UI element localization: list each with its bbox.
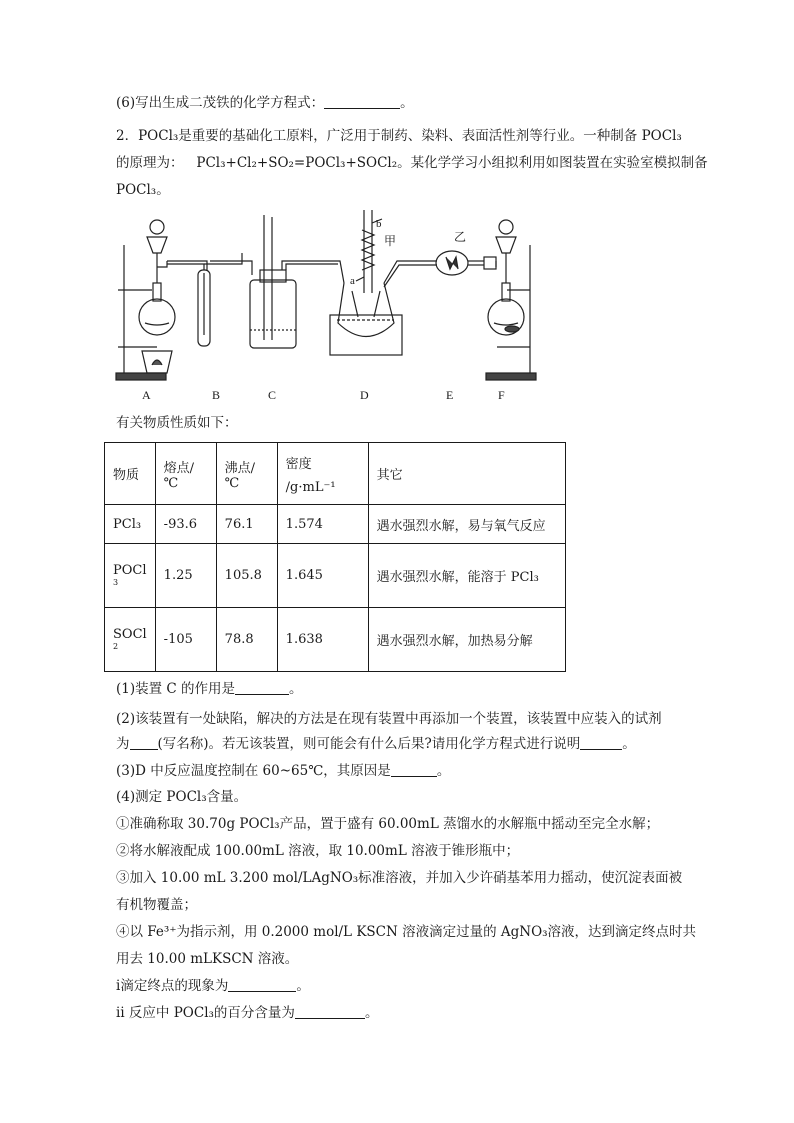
apparatus-c <box>250 215 296 348</box>
table-row <box>105 505 566 544</box>
sub-question-i <box>116 977 310 995</box>
q2-intro-prefix: 的原理为： <box>116 155 184 171</box>
apparatus-e <box>436 251 496 275</box>
question-3-text: (3)D 中反应温度控制在 60~65℃，其原因是 <box>116 763 391 779</box>
table-row <box>105 608 566 672</box>
reaction-equation: PCl₃+Cl₂+SO₂=POCl₃+SOCl₂。 <box>196 155 411 171</box>
question-2-text: (写名称)。若无该装置，则可能会有什么后果?请用化学方程式进行说明 <box>157 736 581 752</box>
label-jia: 甲 <box>384 234 397 248</box>
cell-density: 1.574 <box>277 505 368 544</box>
label-f: F <box>498 388 505 402</box>
question-2-line1: (2)该装置有一处缺陷，解决的方法是在现有装置中再添加一个装置，该装置中应装入的试剂 <box>116 711 662 727</box>
question-1-end: 。 <box>289 681 303 697</box>
question-6 <box>116 94 414 112</box>
label-yi: 乙 <box>454 230 467 244</box>
question-3 <box>116 762 450 780</box>
cell-bp: 105.8 <box>216 544 277 608</box>
cell-other: 遇水强烈水解，加热易分解 <box>368 608 565 672</box>
question-3-end: 。 <box>436 763 451 779</box>
answer-blank <box>391 762 437 777</box>
step-3-line2: 有机物覆盖； <box>116 897 197 913</box>
answer-blank <box>130 735 158 750</box>
properties-intro: 有关物质性质如下： <box>116 415 238 431</box>
cell-bp: 76.1 <box>216 505 277 544</box>
cell-name-sub: 3 <box>113 578 119 587</box>
apparatus-d <box>330 210 402 355</box>
cell-mp: 1.25 <box>155 544 216 608</box>
cell-density: 1.645 <box>277 544 368 608</box>
cell-name-sub: 2 <box>113 642 119 651</box>
q2-intro-line3: POCl₃。 <box>116 182 170 198</box>
header-density-label: 密度 <box>285 456 312 472</box>
header-density-unit: /g·mL⁻¹ <box>285 479 336 495</box>
apparatus-b <box>198 253 242 346</box>
apparatus-f <box>486 220 536 380</box>
cell-name: PCl₃ <box>105 505 156 544</box>
q2-intro-line2 <box>116 154 708 172</box>
table-row <box>105 544 566 608</box>
question-1-text: (1)装置 C 的作用是 <box>116 681 236 697</box>
question-2-line2 <box>116 735 636 753</box>
step-2: ②将水解液配成 100.00mL 溶液，取 10.00mL 溶液于锥形瓶中； <box>116 843 520 859</box>
step-4-line1: ④以 Fe³⁺为指示剂，用 0.2000 mol/L KSCN 溶液滴定过量的 AgNO₃溶液，达到滴定终点时共 <box>116 924 697 940</box>
header-density <box>277 443 368 505</box>
step-4-line2: 用去 10.00 mLKSCN 溶液。 <box>116 951 299 967</box>
label-a-port: a <box>350 275 355 287</box>
answer-blank <box>580 735 622 750</box>
cell-density: 1.638 <box>277 608 368 672</box>
question-4: (4)测定 POCl₃含量。 <box>116 789 248 805</box>
table-header-row <box>105 443 566 505</box>
question-6-text: (6)写出生成二茂铁的化学方程式： <box>116 95 325 111</box>
question-6-end: 。 <box>400 95 414 111</box>
answer-blank <box>235 680 289 695</box>
cell-name-main: POCl <box>113 563 147 578</box>
sub-question-i-text: ⅰ滴定终点的现象为 <box>116 978 229 994</box>
step-1: ①准确称取 30.70g POCl₃产品，置于盛有 60.00mL 蒸馏水的水解瓶中摇动至完全水解； <box>116 816 660 832</box>
label-d: D <box>360 388 369 402</box>
q2-intro-suffix: 某化学学习小组拟利用如图装置在实验室模拟制备 <box>410 155 708 171</box>
header-melting-point: 熔点/℃ <box>155 443 216 505</box>
sub-question-ii-end: 。 <box>364 1005 379 1021</box>
header-substance: 物质 <box>105 443 156 505</box>
answer-blank <box>228 977 296 992</box>
sub-question-i-end: 。 <box>296 978 310 994</box>
sub-question-ii <box>116 1004 378 1022</box>
q2-intro-line1: 2．POCl₃是重要的基础化工原料，广泛用于制药、染料、表面活性剂等行业。一种制备 POCl₃ <box>116 128 682 144</box>
label-b: B <box>212 388 221 402</box>
label-e: E <box>446 388 454 402</box>
cell-other: 遇水强烈水解，能溶于 PCl₃ <box>368 544 565 608</box>
label-c: C <box>268 388 277 402</box>
header-other: 其它 <box>368 443 565 505</box>
label-a: A <box>142 388 151 402</box>
question-2-prefix: 为 <box>116 736 130 752</box>
cell-mp: -93.6 <box>155 505 216 544</box>
answer-blank <box>295 1004 365 1019</box>
cell-name-main: SOCl <box>113 627 147 642</box>
question-2-end: 。 <box>622 736 636 752</box>
cell-mp: -105 <box>155 608 216 672</box>
question-1 <box>116 680 303 698</box>
header-boiling-point: 沸点/℃ <box>216 443 277 505</box>
cell-name <box>105 544 156 608</box>
cell-bp: 78.8 <box>216 608 277 672</box>
step-3-line1: ③加入 10.00 mL 3.200 mol/LAgNO₃标准溶液，并加入少许硝基苯用力摇动，使沉淀表面被 <box>116 870 683 886</box>
sub-question-ii-text: ⅱ 反应中 POCl₃的百分含量为 <box>116 1005 295 1021</box>
properties-table <box>104 442 566 672</box>
label-b-port: b <box>376 218 382 230</box>
answer-blank <box>324 94 400 109</box>
apparatus-a <box>116 220 175 380</box>
apparatus-diagram <box>112 205 552 405</box>
cell-name <box>105 608 156 672</box>
cell-other: 遇水强烈水解，易与氧气反应 <box>368 505 565 544</box>
